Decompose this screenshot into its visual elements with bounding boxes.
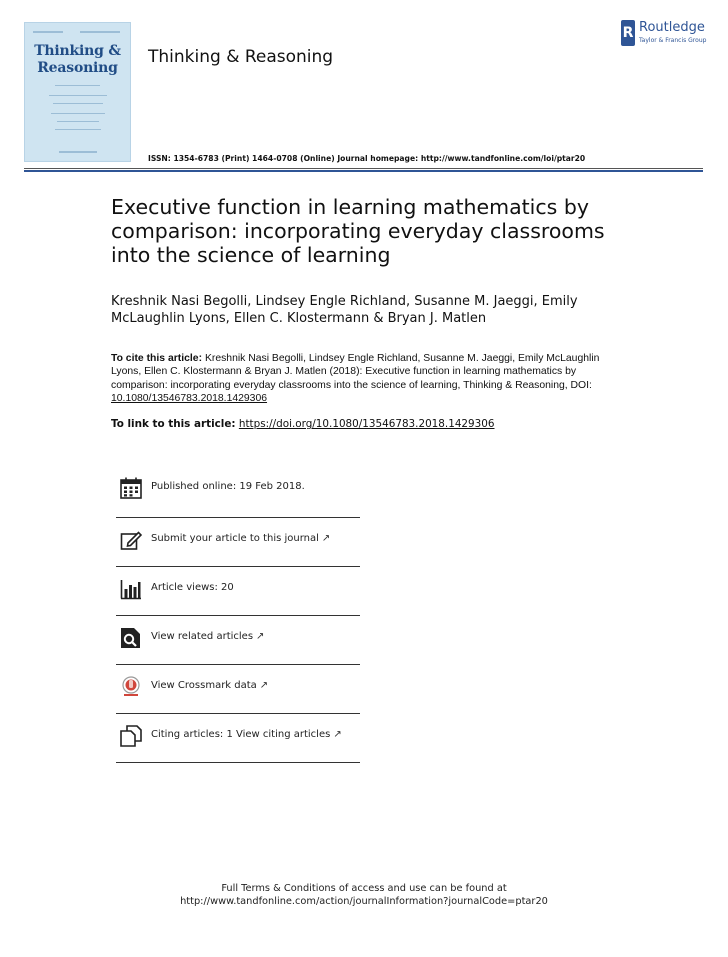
article-doi-link[interactable]: https://doi.org/10.1080/13546783.2018.1429306 bbox=[238, 418, 495, 430]
cite-text: Kreshnik Nasi Begolli, Lindsey Engle Richland, Susanne M. Jaeggi, Emily McLaughlin Lyons, Ellen C. Klostermann & Bryan J. Matlen (2018): Executive function in learning mathematics by comparison: incorporating everyday classrooms into the science of learning, Thinking & Reasoning, DOI: bbox=[111, 353, 600, 391]
link-label: To link to this article: bbox=[111, 418, 236, 430]
header-divider bbox=[24, 168, 703, 169]
header-divider-accent bbox=[24, 170, 703, 172]
info-item-citing[interactable] bbox=[116, 713, 360, 762]
calendar-icon bbox=[120, 477, 142, 499]
citation-block bbox=[111, 352, 616, 405]
journal-cover-thumbnail[interactable] bbox=[24, 22, 131, 162]
footer-terms-link[interactable]: http://www.tandfonline.com/action/journalInformation?journalCode=ptar20 bbox=[180, 896, 548, 907]
footer bbox=[0, 882, 728, 908]
bar-chart-icon bbox=[120, 578, 142, 600]
external-link-icon: ↗ bbox=[259, 680, 269, 691]
cover-title: Thinking & Reasoning bbox=[34, 43, 121, 76]
article-authors: Kreshnik Nasi Begolli, Lindsey Engle Richland, Susanne M. Jaeggi, Emily McLaughlin Lyons, Ellen C. Klostermann & Bryan J. Matlen bbox=[111, 294, 578, 326]
published-date: Published online: 19 Feb 2018. bbox=[151, 481, 305, 492]
cover-decoration bbox=[33, 31, 63, 33]
related-articles-label: View related articles bbox=[151, 631, 254, 642]
article-views: Article views: 20 bbox=[151, 582, 234, 593]
info-divider bbox=[116, 762, 360, 763]
external-link-icon: ↗ bbox=[256, 631, 265, 642]
submit-article-link[interactable] bbox=[151, 533, 330, 544]
cover-decoration bbox=[55, 129, 101, 130]
cite-label: To cite this article: bbox=[111, 353, 203, 364]
crossmark-link[interactable] bbox=[151, 680, 268, 691]
crossmark-icon bbox=[120, 676, 142, 698]
link-block bbox=[111, 418, 631, 431]
external-link-icon: ↗ bbox=[333, 729, 342, 740]
cover-decoration bbox=[57, 121, 99, 122]
crossmark-label: View Crossmark data bbox=[151, 680, 257, 691]
cover-decoration bbox=[49, 95, 107, 96]
cover-decoration bbox=[80, 31, 120, 33]
journal-name[interactable]: Thinking & Reasoning bbox=[148, 47, 334, 67]
publisher-name: Routledge bbox=[639, 20, 705, 35]
related-articles-link[interactable] bbox=[151, 631, 264, 642]
article-title: Executive function in learning mathematics by comparison: incorporating everyday classrooms into the science of learning bbox=[111, 195, 605, 267]
search-document-icon bbox=[120, 627, 142, 649]
footer-terms-text: Full Terms & Conditions of access and use can be found at bbox=[221, 883, 507, 894]
external-link-icon: ↗ bbox=[321, 533, 331, 544]
issn-text: ISSN: 1354-6783 (Print) 1464-0708 (Online) Journal homepage: http://www.tandfonline.com/loi/ptar20 bbox=[148, 154, 586, 163]
cover-decoration bbox=[59, 151, 97, 153]
routledge-logo-icon: R bbox=[621, 20, 635, 46]
cover-decoration bbox=[51, 113, 105, 114]
cover-decoration bbox=[55, 85, 100, 86]
cover-decoration bbox=[53, 103, 103, 104]
cite-doi-link[interactable]: 10.1080/13546783.2018.1429306 bbox=[111, 392, 268, 404]
edit-icon bbox=[120, 529, 142, 551]
submit-article-label: Submit your article to this journal bbox=[151, 533, 319, 544]
info-item-crossmark[interactable] bbox=[116, 664, 360, 713]
publisher-logo[interactable] bbox=[621, 20, 711, 50]
citing-articles-icon bbox=[120, 725, 142, 747]
info-item-published bbox=[116, 465, 360, 514]
info-item-related[interactable] bbox=[116, 615, 360, 664]
info-item-views bbox=[116, 566, 360, 615]
info-item-submit[interactable] bbox=[116, 517, 360, 566]
publisher-tagline: Taylor & Francis Group bbox=[639, 37, 707, 44]
issn-line bbox=[148, 154, 585, 163]
citing-articles-link[interactable] bbox=[151, 729, 342, 740]
citing-articles-label: Citing articles: 1 View citing articles bbox=[151, 729, 331, 740]
